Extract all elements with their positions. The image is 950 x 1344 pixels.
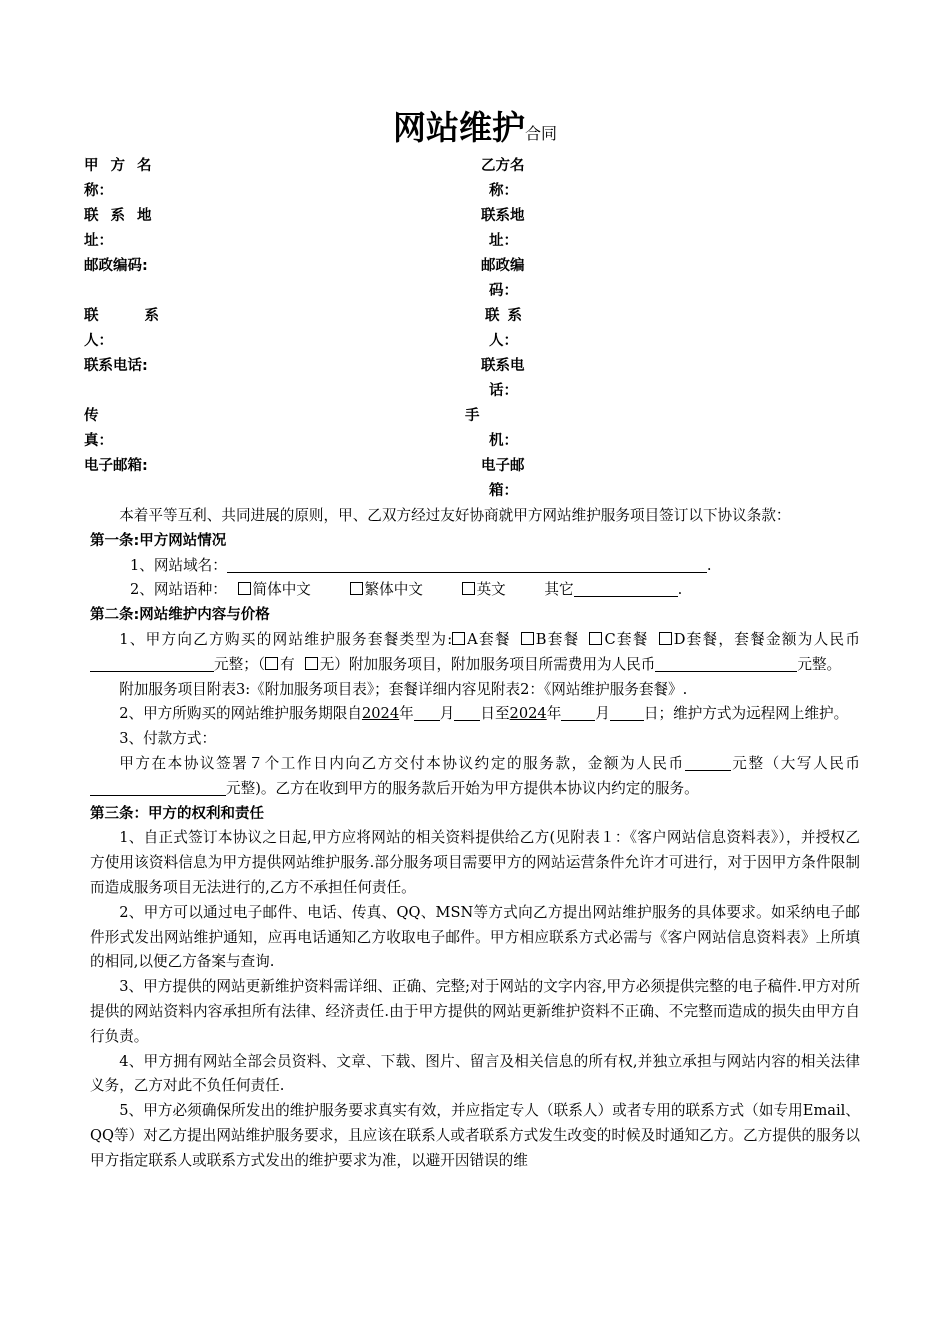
contract-body bbox=[90, 504, 860, 1174]
party-b-phone-label-2: 话： bbox=[489, 383, 518, 399]
start-day-unit: 日至 bbox=[480, 705, 510, 723]
party-a-contact-label-2: 人： bbox=[84, 333, 113, 349]
start-month-line[interactable] bbox=[414, 704, 440, 721]
party-b-mobile-label-2: 机： bbox=[489, 433, 518, 449]
end-year-unit: 年 bbox=[546, 705, 562, 723]
party-b-address-label-2: 址： bbox=[489, 233, 518, 249]
party-b-zip-label: 邮政编 bbox=[481, 258, 525, 274]
end-month-unit: 月 bbox=[595, 705, 610, 723]
start-year-unit: 年 bbox=[399, 705, 414, 723]
lang-opt-other: 其它 bbox=[544, 581, 574, 599]
language-row bbox=[90, 578, 860, 603]
domain-end-dot: . bbox=[706, 556, 712, 574]
title-main: 网站维护 bbox=[392, 108, 525, 147]
article-3-p4: 4、甲方拥有网站全部会员资料、文章、下载、图片、留言及相关信息的所有权,并独立承担与网站内容的相关法律义务，乙方对此不负任何责任. bbox=[90, 1052, 860, 1095]
article-2-p2: 附加服务项目附表3:《附加服务项目表》；套餐详细内容见附表2：《网站维护服务套餐》. bbox=[119, 680, 688, 698]
domain-input-line[interactable] bbox=[227, 556, 707, 573]
package-type-text: 1、甲方向乙方购买的网站维护服务套餐类型为: bbox=[119, 630, 453, 648]
party-b-contact-label: 联系 bbox=[485, 308, 530, 324]
party-a-phone-label: 联系电话: bbox=[84, 358, 148, 374]
party-a-fax-label: 传 bbox=[84, 408, 99, 424]
addon-amount-line[interactable] bbox=[655, 655, 705, 672]
article-2-p5 bbox=[90, 752, 860, 802]
domain-row bbox=[90, 554, 860, 579]
party-b-mobile-label: 手 bbox=[465, 408, 480, 424]
party-b-name-label-2: 称： bbox=[489, 183, 518, 199]
checkbox-package-d[interactable] bbox=[659, 632, 672, 645]
article-3-p3: 3、甲方提供的网站更新维护资料需详细、正确、完整;对于网站的文字内容,甲方必须提供完整的电子稿件.甲方对所提供的网站资料内容承担所有法律、经济责任.由于甲方提供的网站更新维护资料不正确、不完整而造成的损失由甲方自行负责。 bbox=[90, 978, 860, 1045]
checkbox-package-c[interactable] bbox=[589, 632, 602, 645]
end-day-line[interactable] bbox=[610, 704, 644, 721]
article-2-p1 bbox=[90, 628, 860, 678]
checkbox-no-addon[interactable] bbox=[305, 657, 318, 670]
article-1-heading: 第一条:甲方网站情况 bbox=[90, 532, 227, 549]
start-month-unit: 月 bbox=[439, 705, 455, 723]
intro-paragraph: 本着平等互利、共同进展的原则，甲、乙双方经过友好协商就甲方网站维护服务项目签订以下协议条款： bbox=[119, 507, 791, 524]
payment-upper-text: 元整（大写人民币 bbox=[730, 754, 860, 772]
checkbox-traditional-chinese[interactable] bbox=[350, 582, 363, 595]
party-a-name-label-2: 称： bbox=[84, 183, 113, 199]
start-year[interactable]: 2024 bbox=[361, 705, 400, 723]
package-d-label: D套餐 bbox=[673, 630, 719, 648]
party-a-address-label-2: 址： bbox=[84, 233, 113, 249]
checkbox-simplified-chinese[interactable] bbox=[238, 582, 251, 595]
article-2-heading: 第二条:网站维护内容与价格 bbox=[90, 607, 270, 624]
checkbox-package-a[interactable] bbox=[452, 632, 465, 645]
has-addon-label: 有 bbox=[280, 655, 295, 673]
checkbox-package-b[interactable] bbox=[521, 632, 534, 645]
package-amount-line[interactable] bbox=[90, 655, 214, 672]
party-b-zip-label-2: 码： bbox=[489, 283, 518, 299]
article-3-p5: 5、甲方必须确保所发出的维护服务要求真实有效，并应指定专人（联系人）或者专用的联系方式（如专用Email、QQ等）对乙方提出网站维护服务要求，且应该在联系人或者联系方式发生改变的时候及时通知乙方。乙方提供的服务以甲方指定联系人或联系方式发出的维护要求为准，以避开因错误的维 bbox=[90, 1102, 860, 1169]
title-suffix: 合同 bbox=[524, 124, 557, 143]
addon-amount-line-2[interactable] bbox=[705, 655, 797, 672]
payment-text: 甲方在本协议签署７个工作日内向乙方交付本协议约定的服务款，金额为人民币 bbox=[119, 754, 685, 772]
party-a-email-label: 电子邮箱: bbox=[84, 458, 148, 474]
language-label: 2、网站语种： bbox=[130, 581, 227, 599]
document-title bbox=[0, 108, 950, 154]
party-a-block bbox=[84, 154, 205, 479]
article-3-p2: 2、甲方可以通过电子邮件、电话、传真、QQ、MSN等方式向乙方提出网站维护服务的具体要求。如采纳电子邮件形式发出网站维护通知，应再电话通知乙方收取电子邮件。甲方相应联系方式必需与《客户网站信息资料表》上所填的相同,以便乙方备案与查询. bbox=[90, 903, 860, 971]
party-b-block bbox=[465, 154, 541, 504]
article-2-p3 bbox=[90, 702, 860, 727]
party-a-fax-label-2: 真： bbox=[84, 433, 113, 449]
package-c-label: C套餐 bbox=[604, 630, 649, 648]
article-3-p1: 1、自正式签订本协议之日起,甲方应将网站的相关资料提供给乙方(见附表１：《客户网站信息资料表》），并授权乙方使用该资料信息为甲方提供网站维护服务.部分服务项目需要甲方的网站运营条件允许才可进行，对于因甲方条件限制而造成服务项目无法进行的,乙方不承担任何责任。 bbox=[90, 829, 860, 896]
package-a-label: A套餐 bbox=[467, 630, 511, 648]
checkbox-english[interactable] bbox=[462, 582, 475, 595]
language-end-dot: . bbox=[677, 581, 683, 599]
start-day-line[interactable] bbox=[454, 704, 480, 721]
lang-opt-english: 英文 bbox=[476, 581, 506, 599]
addon-fee-text: 无）附加服务项目，附加服务项目所需费用为人民币 bbox=[319, 655, 656, 673]
domain-label: 1、网站域名： bbox=[130, 556, 227, 574]
amount-unit-text: 元整；（ bbox=[214, 655, 266, 673]
party-a-zip-label: 邮政编码: bbox=[84, 258, 148, 274]
other-language-input-line[interactable] bbox=[574, 580, 678, 597]
package-b-label: B套餐 bbox=[535, 630, 580, 648]
party-b-phone-label: 联系电 bbox=[481, 358, 525, 374]
party-b-contact-label-2: 人： bbox=[489, 333, 518, 349]
lang-opt-traditional: 繁体中文 bbox=[364, 581, 423, 599]
party-a-address-label: 联系地 bbox=[84, 208, 164, 224]
party-b-address-label: 联系地 bbox=[481, 208, 525, 224]
party-a-contact-label: 联系 bbox=[84, 308, 205, 324]
end-year[interactable]: 2024 bbox=[509, 705, 547, 723]
lang-opt-simplified: 简体中文 bbox=[252, 581, 311, 599]
service-period-text: 2、甲方所购买的网站维护服务期限自 bbox=[119, 705, 362, 723]
article-3-heading: 第三条：甲方的权利和责任 bbox=[90, 805, 264, 822]
article-2-p4: 3、付款方式： bbox=[119, 730, 217, 748]
party-b-name-label: 乙方名 bbox=[481, 158, 525, 174]
party-b-email-label-2: 箱： bbox=[489, 483, 518, 499]
payment-amount-line[interactable] bbox=[685, 754, 731, 771]
party-b-email-label: 电子邮 bbox=[481, 458, 525, 474]
checkbox-has-addon[interactable] bbox=[265, 657, 278, 670]
end-month-line[interactable] bbox=[561, 704, 595, 721]
maintenance-method-text: 日；维护方式为远程网上维护。 bbox=[643, 705, 849, 723]
payment-upper-line[interactable] bbox=[90, 779, 226, 796]
payment-end-text: 元整)。乙方在收到甲方的服务款后开始为甲方提供本协议内约定的服务。 bbox=[226, 779, 699, 797]
addon-amount-unit: 元整。 bbox=[797, 655, 842, 673]
party-a-name-label: 甲方名 bbox=[84, 158, 164, 174]
package-amount-text: ，套餐金额为人民币 bbox=[718, 630, 861, 648]
